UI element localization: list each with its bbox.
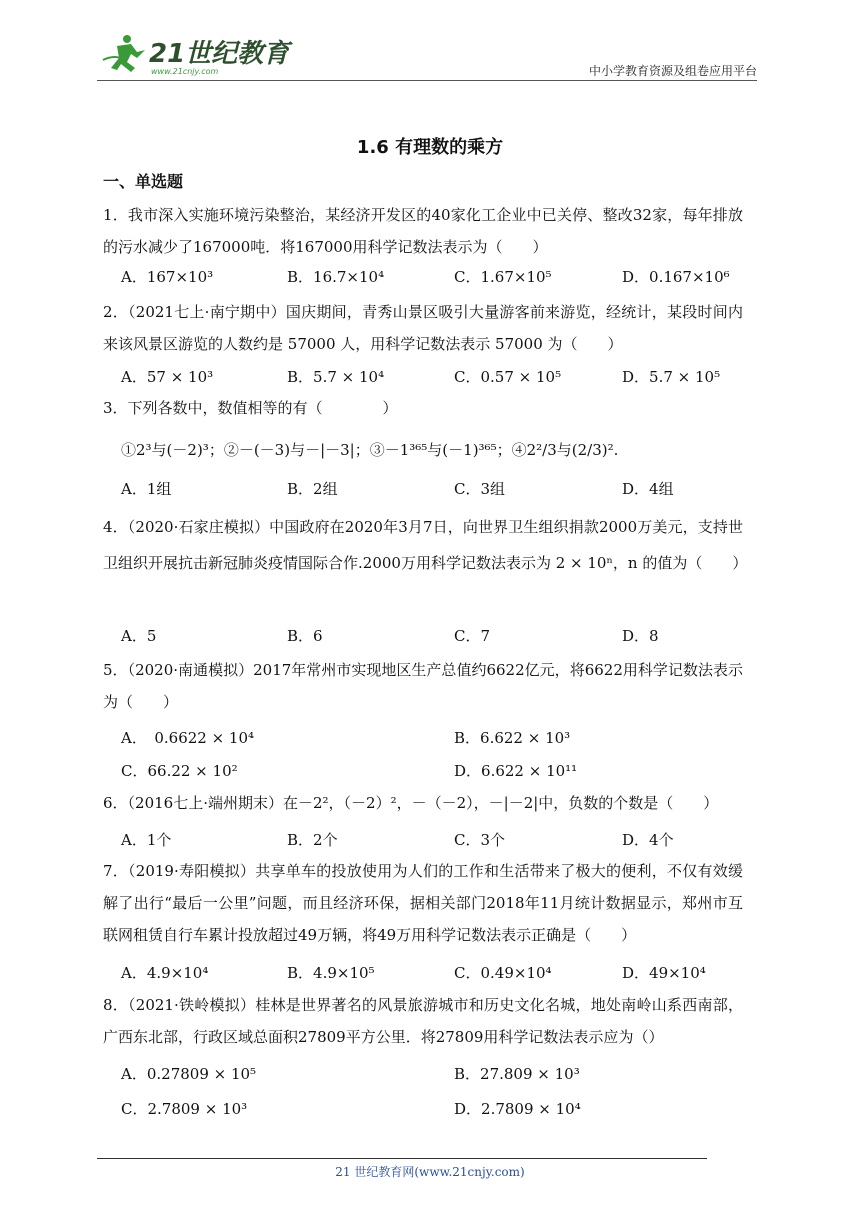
question-3-options: [121, 478, 741, 506]
option-a[interactable]: A．0.27809 × 10⁵: [121, 1065, 257, 1083]
option-c[interactable]: C．7: [454, 627, 491, 645]
logo-text: 21世纪教育: [149, 39, 290, 69]
question-2-options: [121, 366, 741, 394]
option-c[interactable]: C．1.67×10⁵: [454, 268, 552, 286]
section-heading: 一、单选题: [103, 172, 184, 191]
question-7: 7．（2019·寿阳模拟）共享单车的投放使用为人们的工作和生活带来了极大的便利，不仅有效缓解了出行“最后一公里”问题，而且经济环保，据相关部门2018年11月统计数据显示，郑州市互联网租赁自行车累计投放超过49万辆，将49万用科学记数法表示正确是（ ）: [103, 862, 743, 944]
option-a[interactable]: A． 0.6622 × 10⁴: [121, 729, 255, 747]
page-header: [97, 30, 757, 80]
option-b[interactable]: B．2组: [287, 480, 338, 498]
option-c[interactable]: C．66.22 × 10²: [121, 762, 238, 780]
option-b[interactable]: B．6: [287, 627, 323, 645]
option-d[interactable]: D．0.167×10⁶: [622, 268, 730, 286]
question-6-options: [121, 829, 741, 857]
question-5: 5．（2020·南通模拟）2017年常州市实现地区生产总值约6622亿元，将6622用科学记数法表示为（ ）: [103, 661, 743, 711]
option-c[interactable]: C．3组: [454, 480, 506, 498]
question-3: 3．下列各数中，数值相等的有（ ）: [103, 399, 398, 417]
question-8: 8．（2021·铁岭模拟）桂林是世界著名的风景旅游城市和历史文化名城，地处南岭山系西南部，广西东北部，行政区域总面积27809平方公里．将27809用科学记数法表示应为（）: [103, 996, 743, 1046]
logo-21cnjy-icon: [97, 30, 290, 78]
question-4-options: [121, 625, 741, 653]
option-d[interactable]: D．2.7809 × 10⁴: [454, 1100, 581, 1118]
option-c[interactable]: C．0.57 × 10⁵: [454, 368, 562, 386]
option-a[interactable]: A．4.9×10⁴: [121, 964, 209, 982]
footer-text[interactable]: 21 世纪教育网(www.21cnjy.com): [335, 1165, 525, 1179]
question-8-options-row1: [121, 1063, 741, 1091]
option-a[interactable]: A．167×10³: [121, 268, 214, 286]
option-d[interactable]: D．6.622 × 10¹¹: [454, 762, 578, 780]
question-1: 1．我市深入实施环境污染整治，某经济开发区的40家化工企业中已关停、整改32家，每年排放的污水减少了167000吨．将167000用科学记数法表示为（ ）: [103, 206, 743, 256]
question-7-options: [121, 962, 741, 990]
option-a[interactable]: A．1个: [121, 831, 172, 849]
question-8-options-row2: [121, 1098, 741, 1126]
question-6: 6．（2016七上·端州期末）在－2²，（－2）²，－（－2），－|－2|中，负数的个数是（ ）: [103, 794, 719, 812]
option-d[interactable]: D．4个: [622, 831, 674, 849]
question-5-options-row2: [121, 760, 741, 788]
option-b[interactable]: B．16.7×10⁴: [287, 268, 385, 286]
option-b[interactable]: B．2个: [287, 831, 338, 849]
option-c[interactable]: C．2.7809 × 10³: [121, 1100, 248, 1118]
option-b[interactable]: B．4.9×10⁵: [287, 964, 375, 982]
platform-name: 中小学教育资源及组卷应用平台: [588, 64, 757, 78]
page-title: 1.6 有理数的乘方: [356, 137, 504, 158]
footer-divider: [97, 1158, 707, 1159]
question-5-options-row1: [121, 727, 741, 755]
option-d[interactable]: D．5.7 × 10⁵: [622, 368, 721, 386]
question-3-expression: ①2³与(－2)³；②－(－3)与－|－3|；③－1³⁶⁵与(－1)³⁶⁵；④2²/3与(2/3)².: [121, 441, 619, 459]
option-d[interactable]: D．8: [622, 627, 659, 645]
option-a[interactable]: A．1组: [121, 480, 172, 498]
option-c[interactable]: C．0.49×10⁴: [454, 964, 552, 982]
option-a[interactable]: A．5: [121, 627, 157, 645]
option-d[interactable]: D．49×10⁴: [622, 964, 706, 982]
option-b[interactable]: B．27.809 × 10³: [454, 1065, 580, 1083]
option-b[interactable]: B．6.622 × 10³: [454, 729, 571, 747]
option-c[interactable]: C．3个: [454, 831, 506, 849]
logo-url: www.21cnjy.com: [151, 67, 219, 76]
question-4: 4．（2020·石家庄模拟）中国政府在2020年3月7日，向世界卫生组织捐款2000万美元，支持世卫组织开展抗击新冠肺炎疫情国际合作.2000万用科学记数法表示为 2 × 10ⁿ，n 的值为（ ）: [103, 518, 748, 572]
option-a[interactable]: A．57 × 10³: [121, 368, 214, 386]
header-divider: [97, 80, 757, 81]
question-1-options: [121, 266, 741, 294]
question-2: 2．（2021七上·南宁期中）国庆期间，青秀山景区吸引大量游客前来游览，经统计，某段时间内来该风景区游览的人数约是 57000 人，用科学记数法表示 57000 为（ ）: [103, 303, 743, 353]
option-b[interactable]: B．5.7 × 10⁴: [287, 368, 385, 386]
option-d[interactable]: D．4组: [622, 480, 674, 498]
